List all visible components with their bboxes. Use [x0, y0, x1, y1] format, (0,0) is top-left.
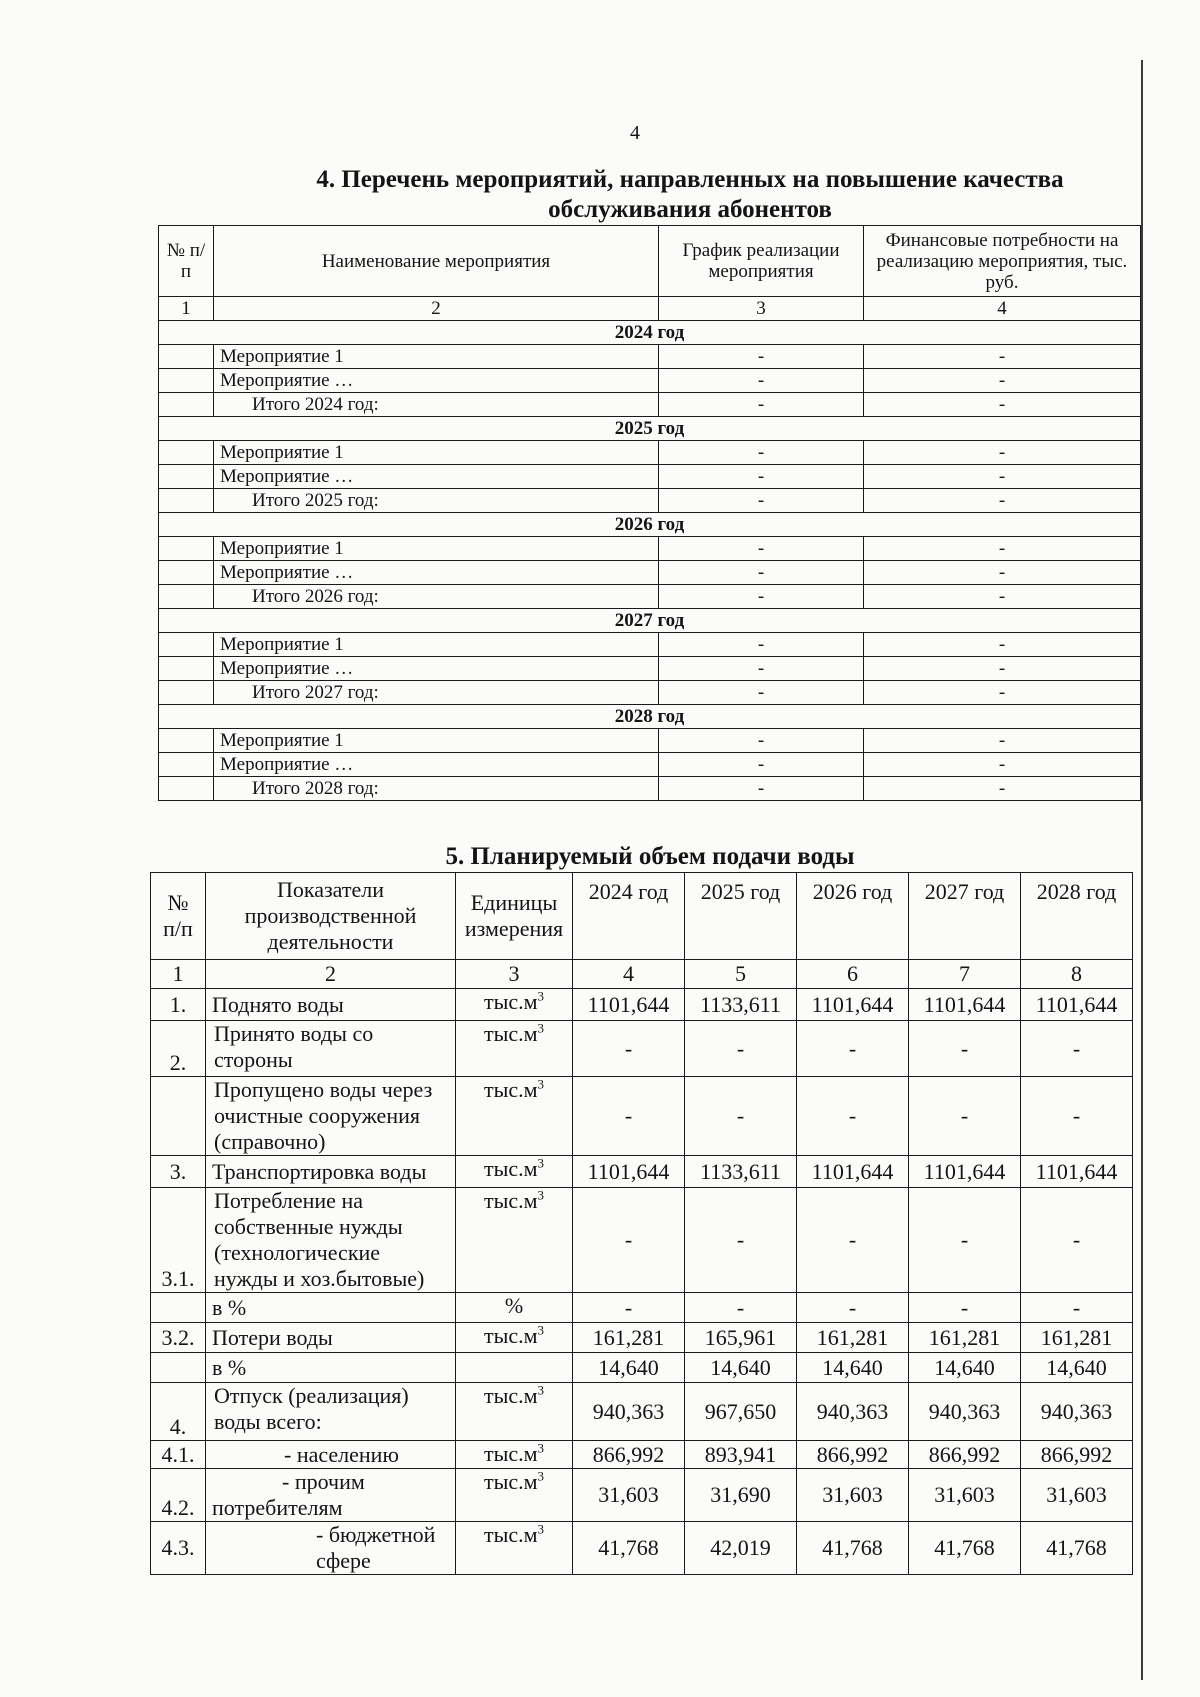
schedule-value: -	[659, 345, 864, 369]
unit-exponent: 3	[537, 1020, 545, 1036]
row-number: 3.2.	[151, 1323, 206, 1353]
year-label: 2026 год	[159, 513, 1141, 537]
value-cell: 1101,644	[573, 989, 685, 1021]
indicator-name: Пропущено воды через очистные сооружения (справочно)	[206, 1077, 456, 1156]
value-cell: -	[573, 1077, 685, 1156]
column-number-row	[159, 297, 1141, 321]
value-cell: 41,768	[573, 1522, 685, 1575]
value-cell: -	[909, 1293, 1021, 1323]
measures-table	[158, 225, 1141, 801]
year-row	[159, 321, 1141, 345]
table-row	[159, 345, 1141, 369]
row-num-cell	[159, 489, 214, 513]
header-measure-name: Наименование мероприятия	[214, 226, 659, 297]
table-row	[159, 369, 1141, 393]
cost-value: -	[864, 753, 1141, 777]
water-supply-table	[150, 872, 1133, 1575]
value-cell: 1101,644	[909, 1156, 1021, 1188]
value-cell: 1133,611	[685, 1156, 797, 1188]
value-cell: -	[1021, 1293, 1133, 1323]
column-number: 3	[659, 297, 864, 321]
value-cell: 893,941	[685, 1441, 797, 1469]
value-cell: 967,650	[685, 1383, 797, 1441]
schedule-value: -	[659, 753, 864, 777]
table-row	[159, 561, 1141, 585]
schedule-value: -	[659, 537, 864, 561]
header-unit: Единицы измерения	[456, 873, 573, 960]
schedule-value: -	[659, 465, 864, 489]
table-row	[151, 1353, 1133, 1383]
indicator-name: - населению	[206, 1441, 456, 1469]
cost-value: -	[864, 489, 1141, 513]
row-number	[151, 1293, 206, 1323]
measure-name: Мероприятие …	[214, 753, 659, 777]
schedule-value: -	[659, 369, 864, 393]
cost-value: -	[864, 441, 1141, 465]
table-row	[159, 465, 1141, 489]
row-num-cell	[159, 633, 214, 657]
row-number	[151, 1353, 206, 1383]
value-cell: 161,281	[797, 1323, 909, 1353]
unit-cell	[456, 1188, 573, 1293]
row-number: 2.	[151, 1021, 206, 1077]
unit-text: тыс.м	[483, 1323, 538, 1348]
unit-cell	[456, 1323, 573, 1353]
table-row	[159, 681, 1141, 705]
schedule-value: -	[659, 489, 864, 513]
unit-exponent: 3	[537, 1322, 545, 1338]
cost-value: -	[864, 465, 1141, 489]
row-number: 1.	[151, 989, 206, 1021]
value-cell: 41,768	[909, 1522, 1021, 1575]
table-row	[151, 1441, 1133, 1469]
unit-text: тыс.м	[483, 1077, 538, 1102]
table-row	[151, 1383, 1133, 1441]
row-num-cell	[159, 537, 214, 561]
unit-text: тыс.м	[483, 1469, 538, 1494]
year-label: 2025 год	[159, 417, 1141, 441]
value-cell: 1101,644	[1021, 1156, 1133, 1188]
cost-value: -	[864, 369, 1141, 393]
unit-cell	[456, 1077, 573, 1156]
value-cell: 866,992	[797, 1441, 909, 1469]
value-cell: 940,363	[909, 1383, 1021, 1441]
cost-value: -	[864, 657, 1141, 681]
measure-name: Мероприятие 1	[214, 633, 659, 657]
row-number: 4.2.	[151, 1469, 206, 1522]
cost-value: -	[864, 585, 1141, 609]
unit-text: тыс.м	[483, 1156, 538, 1181]
unit-text: тыс.м	[483, 1021, 538, 1046]
unit-cell	[456, 1469, 573, 1522]
table-row	[159, 777, 1141, 801]
table-row	[151, 1293, 1133, 1323]
cost-value: -	[864, 681, 1141, 705]
measure-name: Мероприятие 1	[214, 729, 659, 753]
value-cell: 866,992	[909, 1441, 1021, 1469]
value-cell: -	[797, 1021, 909, 1077]
row-num-cell	[159, 585, 214, 609]
column-number: 4	[573, 960, 685, 989]
unit-cell	[456, 1353, 573, 1383]
value-cell: -	[1021, 1188, 1133, 1293]
measure-name: Итого 2027 год:	[214, 681, 659, 705]
header-year: 2025 год	[685, 873, 797, 960]
table-row	[151, 1156, 1133, 1188]
section-4-title: 4. Перечень мероприятий, направленных на повышение качества обслуживания абонентов	[316, 166, 1064, 223]
cost-value: -	[864, 729, 1141, 753]
row-number: 4.	[151, 1383, 206, 1441]
row-num-cell	[159, 777, 214, 801]
value-cell: 31,690	[685, 1469, 797, 1522]
header-year: 2027 год	[909, 873, 1021, 960]
row-num-cell	[159, 681, 214, 705]
value-cell: -	[685, 1293, 797, 1323]
table-row	[159, 753, 1141, 777]
unit-text: тыс.м	[483, 1188, 538, 1213]
unit-text: %	[504, 1293, 524, 1318]
unit-text: тыс.м	[483, 1441, 538, 1466]
value-cell: 1133,611	[685, 989, 797, 1021]
schedule-value: -	[659, 681, 864, 705]
page-number: 4	[630, 122, 640, 144]
unit-cell	[456, 1383, 573, 1441]
unit-exponent: 3	[537, 1076, 545, 1092]
value-cell: 1101,644	[573, 1156, 685, 1188]
table-row	[159, 657, 1141, 681]
value-cell: -	[1021, 1021, 1133, 1077]
table-row	[151, 1522, 1133, 1575]
row-number: 3.	[151, 1156, 206, 1188]
table-header-row	[151, 873, 1133, 960]
year-label: 2028 год	[159, 705, 1141, 729]
value-cell: -	[685, 1021, 797, 1077]
table-header-row	[159, 226, 1141, 297]
schedule-value: -	[659, 561, 864, 585]
unit-exponent: 3	[537, 1440, 545, 1456]
value-cell: 165,961	[685, 1323, 797, 1353]
unit-cell	[456, 1522, 573, 1575]
unit-exponent: 3	[537, 1155, 545, 1171]
header-num: № п/п	[159, 226, 214, 297]
unit-exponent: 3	[537, 1187, 545, 1203]
table-row	[159, 729, 1141, 753]
value-cell: 31,603	[797, 1469, 909, 1522]
measure-name: Итого 2025 год:	[214, 489, 659, 513]
value-cell: 866,992	[1021, 1441, 1133, 1469]
measure-name: Мероприятие 1	[214, 345, 659, 369]
indicator-name: в %	[206, 1293, 456, 1323]
value-cell: -	[797, 1077, 909, 1156]
indicator-name: Транспортировка воды	[206, 1156, 456, 1188]
value-cell: -	[909, 1077, 1021, 1156]
value-cell: -	[573, 1021, 685, 1077]
value-cell: -	[797, 1293, 909, 1323]
indicator-line: потребителям	[212, 1495, 343, 1520]
column-number: 1	[159, 297, 214, 321]
row-number: 4.3.	[151, 1522, 206, 1575]
value-cell: 1101,644	[909, 989, 1021, 1021]
unit-cell	[456, 1293, 573, 1323]
value-cell: -	[797, 1188, 909, 1293]
value-cell: -	[573, 1293, 685, 1323]
header-num: № п/п	[151, 873, 206, 960]
measure-name: Мероприятие …	[214, 369, 659, 393]
table-row	[151, 1077, 1133, 1156]
row-number: 3.1.	[151, 1188, 206, 1293]
value-cell: 1101,644	[797, 989, 909, 1021]
unit-cell	[456, 989, 573, 1021]
cost-value: -	[864, 633, 1141, 657]
column-number: 6	[797, 960, 909, 989]
indicator-name: - бюджетной сфере	[206, 1522, 456, 1575]
table-row	[151, 1188, 1133, 1293]
row-num-cell	[159, 393, 214, 417]
row-num-cell	[159, 753, 214, 777]
indicator-name: Отпуск (реализация) воды всего:	[206, 1383, 456, 1441]
value-cell: 161,281	[1021, 1323, 1133, 1353]
value-cell: 14,640	[685, 1353, 797, 1383]
table-row	[159, 537, 1141, 561]
column-number: 2	[214, 297, 659, 321]
indicator-name: Потребление на собственные нужды (технологические нужды и хоз.бытовые)	[206, 1188, 456, 1293]
unit-exponent: 3	[537, 988, 545, 1004]
unit-cell	[456, 1441, 573, 1469]
header-indicator: Показатели производственной деятельности	[206, 873, 456, 960]
schedule-value: -	[659, 585, 864, 609]
indicator-name	[206, 1469, 456, 1522]
measure-name: Мероприятие …	[214, 465, 659, 489]
indicator-name: Потери воды	[206, 1323, 456, 1353]
indicator-name: Поднято воды	[206, 989, 456, 1021]
measure-name: Мероприятие 1	[214, 441, 659, 465]
measure-name: Мероприятие …	[214, 561, 659, 585]
measure-name: Мероприятие …	[214, 657, 659, 681]
value-cell: 161,281	[573, 1323, 685, 1353]
cost-value: -	[864, 561, 1141, 585]
value-cell: 14,640	[573, 1353, 685, 1383]
indicator-name: Принято воды со стороны	[206, 1021, 456, 1077]
row-num-cell	[159, 657, 214, 681]
schedule-value: -	[659, 441, 864, 465]
measure-name: Итого 2028 год:	[214, 777, 659, 801]
value-cell: -	[909, 1188, 1021, 1293]
unit-exponent: 3	[537, 1468, 545, 1484]
value-cell: 14,640	[797, 1353, 909, 1383]
value-cell: 42,019	[685, 1522, 797, 1575]
measure-name: Итого 2026 год:	[214, 585, 659, 609]
row-num-cell	[159, 729, 214, 753]
year-row	[159, 609, 1141, 633]
measure-name: Мероприятие 1	[214, 537, 659, 561]
schedule-value: -	[659, 729, 864, 753]
schedule-value: -	[659, 777, 864, 801]
value-cell: 1101,644	[797, 1156, 909, 1188]
page-edge-line	[1141, 60, 1143, 1680]
unit-text: тыс.м	[483, 989, 538, 1014]
column-number: 4	[864, 297, 1141, 321]
year-label: 2024 год	[159, 321, 1141, 345]
row-number	[151, 1077, 206, 1156]
value-cell: -	[909, 1021, 1021, 1077]
measure-name: Итого 2024 год:	[214, 393, 659, 417]
header-year: 2028 год	[1021, 873, 1133, 960]
section-5-title: 5. Планируемый объем подачи воды	[445, 843, 855, 870]
header-financial-needs: Финансовые потребности на реализацию мероприятия, тыс. руб.	[864, 226, 1141, 297]
table-row	[159, 489, 1141, 513]
value-cell: -	[1021, 1077, 1133, 1156]
cost-value: -	[864, 537, 1141, 561]
schedule-value: -	[659, 657, 864, 681]
value-cell: 41,768	[1021, 1522, 1133, 1575]
cost-value: -	[864, 345, 1141, 369]
row-num-cell	[159, 345, 214, 369]
column-number: 7	[909, 960, 1021, 989]
column-number: 2	[206, 960, 456, 989]
value-cell: 161,281	[909, 1323, 1021, 1353]
value-cell: 940,363	[573, 1383, 685, 1441]
value-cell: 31,603	[1021, 1469, 1133, 1522]
year-row	[159, 417, 1141, 441]
unit-cell	[456, 1156, 573, 1188]
row-number: 4.1.	[151, 1441, 206, 1469]
unit-text: тыс.м	[483, 1383, 538, 1408]
table-row	[159, 393, 1141, 417]
table-row	[151, 1021, 1133, 1077]
year-label: 2027 год	[159, 609, 1141, 633]
value-cell: 940,363	[797, 1383, 909, 1441]
schedule-value: -	[659, 633, 864, 657]
value-cell: 14,640	[909, 1353, 1021, 1383]
table-row	[159, 441, 1141, 465]
value-cell: 866,992	[573, 1441, 685, 1469]
row-num-cell	[159, 369, 214, 393]
value-cell: 1101,644	[1021, 989, 1133, 1021]
column-number: 8	[1021, 960, 1133, 989]
row-num-cell	[159, 465, 214, 489]
row-num-cell	[159, 561, 214, 585]
indicator-line: - прочим	[282, 1469, 365, 1494]
unit-exponent: 3	[537, 1382, 545, 1398]
unit-cell	[456, 1021, 573, 1077]
row-num-cell	[159, 441, 214, 465]
year-row	[159, 513, 1141, 537]
schedule-value: -	[659, 393, 864, 417]
value-cell: -	[685, 1077, 797, 1156]
value-cell: 940,363	[1021, 1383, 1133, 1441]
value-cell: 14,640	[1021, 1353, 1133, 1383]
header-year: 2024 год	[573, 873, 685, 960]
table-row	[159, 585, 1141, 609]
table-row	[159, 633, 1141, 657]
value-cell: 31,603	[909, 1469, 1021, 1522]
table-row	[151, 1323, 1133, 1353]
value-cell: 31,603	[573, 1469, 685, 1522]
column-number: 1	[151, 960, 206, 989]
year-row	[159, 705, 1141, 729]
header-year: 2026 год	[797, 873, 909, 960]
table-row	[151, 1469, 1133, 1522]
header-schedule: График реализации мероприятия	[659, 226, 864, 297]
column-number: 5	[685, 960, 797, 989]
column-number: 3	[456, 960, 573, 989]
value-cell: -	[573, 1188, 685, 1293]
value-cell: -	[685, 1188, 797, 1293]
cost-value: -	[864, 777, 1141, 801]
value-cell: 41,768	[797, 1522, 909, 1575]
unit-text: тыс.м	[483, 1522, 538, 1547]
indicator-name: в %	[206, 1353, 456, 1383]
column-number-row	[151, 960, 1133, 989]
unit-exponent: 3	[537, 1521, 545, 1537]
table-row	[151, 989, 1133, 1021]
cost-value: -	[864, 393, 1141, 417]
